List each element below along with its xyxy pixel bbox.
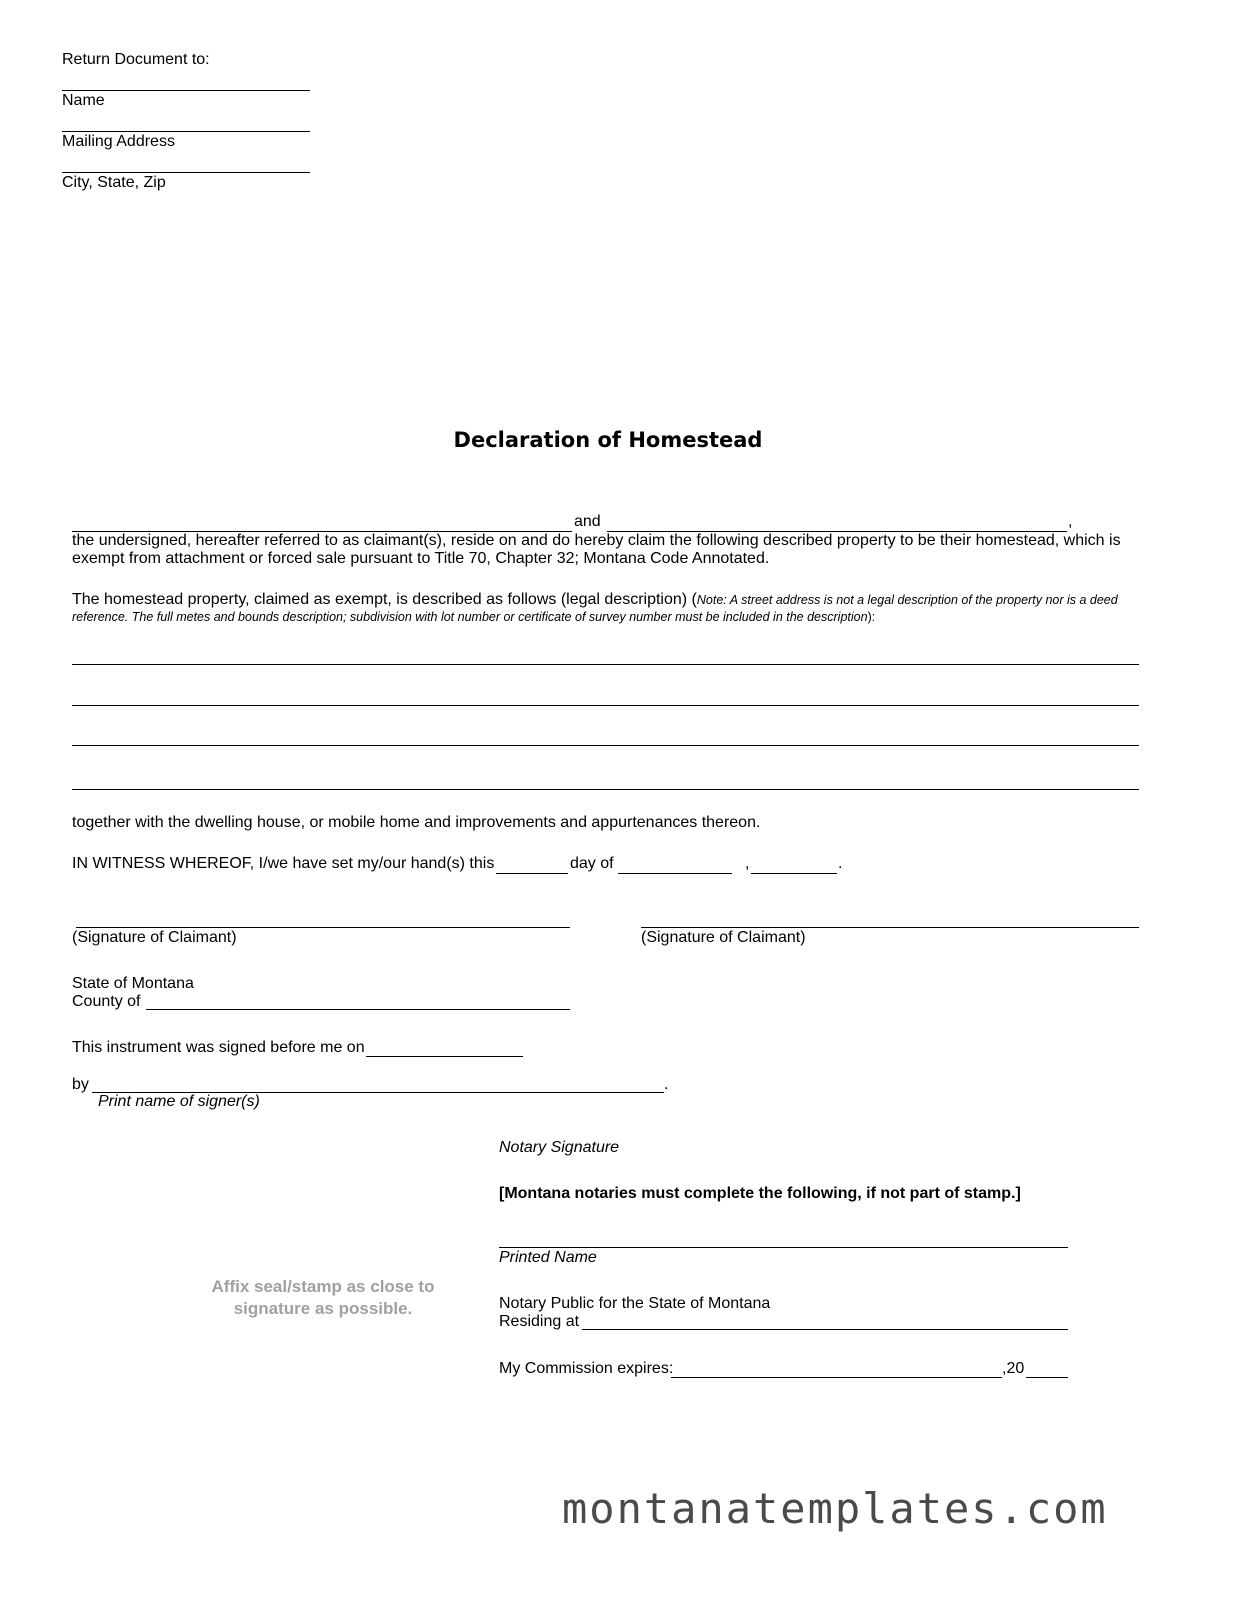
notary-instruction: [Montana notaries must complete the following, if not part of stamp.] bbox=[499, 1185, 1021, 1202]
signed-date-line[interactable] bbox=[366, 1056, 523, 1057]
venue-county-line[interactable] bbox=[146, 1009, 570, 1010]
seal-note-line1: Affix seal/stamp as close to bbox=[211, 1277, 435, 1296]
property-note-line1: Note: A street address is not a legal description of the property nor is a deed bbox=[696, 593, 1118, 607]
page-title: Declaration of Homestead bbox=[453, 428, 763, 452]
witness-month-line[interactable] bbox=[618, 873, 732, 874]
return-heading: Return Document to: bbox=[62, 51, 210, 68]
witness-prefix: IN WITNESS WHEREOF, I/we have set my/our hand(s) this bbox=[72, 855, 495, 872]
notary-year-line[interactable] bbox=[1026, 1377, 1068, 1378]
claimant-signature-label-left: (Signature of Claimant) bbox=[72, 929, 237, 946]
watermark: montanatemplates.com bbox=[562, 1484, 1108, 1533]
notary-commission-label: My Commission expires: bbox=[499, 1360, 674, 1377]
notary-commission-line[interactable] bbox=[671, 1377, 1002, 1378]
return-address-line[interactable] bbox=[62, 131, 310, 132]
together-text: together with the dwelling house, or mobile home and improvements and appurtenances thereon. bbox=[72, 814, 761, 831]
print-name-label: Print name of signer(s) bbox=[98, 1093, 260, 1110]
seal-note bbox=[200, 1276, 446, 1320]
return-name-label: Name bbox=[62, 92, 105, 109]
by-period: . bbox=[664, 1076, 669, 1093]
legal-description-line-3[interactable] bbox=[72, 745, 1139, 746]
return-name-line[interactable] bbox=[62, 90, 310, 91]
legal-description-line-2[interactable] bbox=[72, 705, 1139, 706]
return-city-label: City, State, Zip bbox=[62, 174, 166, 191]
witness-year-line[interactable] bbox=[751, 873, 837, 874]
notary-year-prefix: ,20 bbox=[1002, 1360, 1025, 1377]
by-label: by bbox=[72, 1076, 89, 1093]
witness-day-of: day of bbox=[570, 855, 614, 872]
property-note-line2-wrap bbox=[72, 610, 875, 624]
notary-signature-label: Notary Signature bbox=[499, 1139, 620, 1156]
signed-before-label: This instrument was signed before me on bbox=[72, 1039, 365, 1056]
venue-state: State of Montana bbox=[72, 975, 194, 992]
claimant-signature-line-right[interactable] bbox=[641, 927, 1139, 928]
property-note-close: ): bbox=[867, 610, 876, 624]
legal-description-line-4[interactable] bbox=[72, 789, 1139, 790]
notary-residing-line[interactable] bbox=[582, 1329, 1068, 1330]
property-intro bbox=[72, 591, 1118, 609]
notary-public-label: Notary Public for the State of Montana bbox=[499, 1295, 771, 1312]
and-word: and bbox=[574, 513, 601, 530]
notary-printed-name-label: Printed Name bbox=[499, 1249, 597, 1266]
legal-description-line-1[interactable] bbox=[72, 664, 1139, 665]
witness-period: . bbox=[838, 855, 843, 872]
witness-comma: , bbox=[745, 855, 750, 872]
return-city-line[interactable] bbox=[62, 172, 310, 173]
notary-residing-label: Residing at bbox=[499, 1313, 580, 1330]
claimant-statement: the undersigned, hereafter referred to as claimant(s), reside on and do hereby claim the following described property to be their homestead, which is bbox=[72, 532, 1121, 549]
claimant-signature-label-right: (Signature of Claimant) bbox=[641, 929, 806, 946]
trailing-comma: , bbox=[1068, 513, 1073, 530]
notary-printed-name-line[interactable] bbox=[499, 1247, 1068, 1248]
property-note-line2: reference. The full metes and bounds description; subdivision with lot number or certificate of survey number must be included in the description bbox=[72, 610, 868, 624]
witness-day-line[interactable] bbox=[496, 873, 568, 874]
venue-county-label: County of bbox=[72, 993, 141, 1010]
return-address-label: Mailing Address bbox=[62, 133, 175, 150]
claimant-signature-line-left[interactable] bbox=[76, 927, 570, 928]
seal-note-line2: signature as possible. bbox=[233, 1299, 413, 1318]
claimant-statement-cont: exempt from attachment or forced sale pursuant to Title 70, Chapter 32; Montana Code Annotated. bbox=[72, 550, 770, 567]
property-intro-text: The homestead property, claimed as exempt, is described as follows (legal description) ( bbox=[72, 591, 697, 608]
